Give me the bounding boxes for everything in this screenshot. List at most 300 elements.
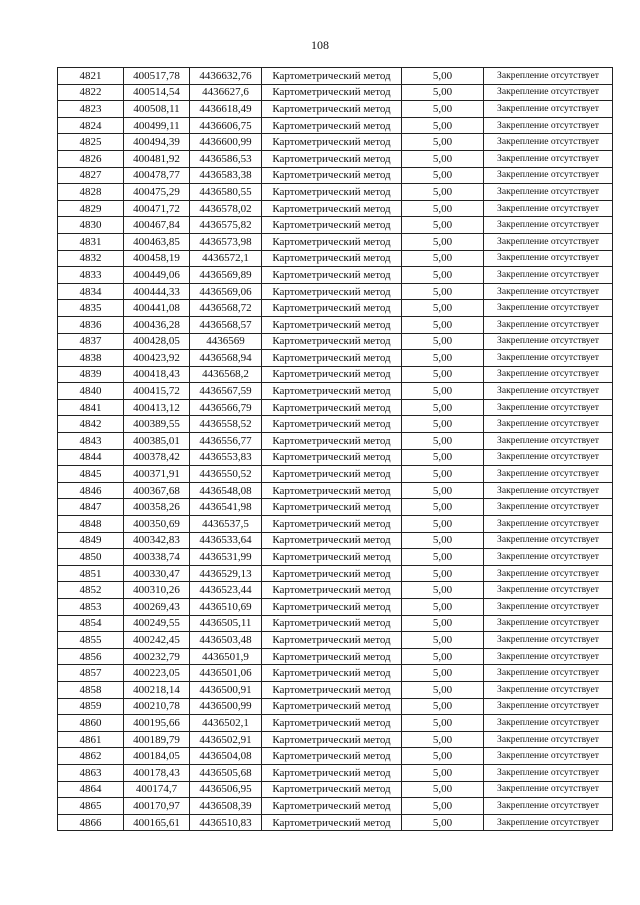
y-coordinate-cell: 4436553,83: [190, 449, 262, 466]
precision-cell: 5,00: [402, 184, 484, 201]
x-coordinate-cell: 400338,74: [124, 549, 190, 566]
fixation-cell: Закрепление отсутствует: [484, 233, 613, 250]
precision-cell: 5,00: [402, 68, 484, 85]
table-row: [58, 681, 613, 698]
precision-cell: 5,00: [402, 615, 484, 632]
y-coordinate-cell: 4436573,98: [190, 233, 262, 250]
y-coordinate-cell: 4436575,82: [190, 217, 262, 234]
precision-cell: 5,00: [402, 632, 484, 649]
method-cell: Картометрический метод: [262, 399, 402, 416]
point-number-cell: 4864: [58, 781, 124, 798]
precision-cell: 5,00: [402, 698, 484, 715]
y-coordinate-cell: 4436508,39: [190, 798, 262, 815]
x-coordinate-cell: 400514,54: [124, 84, 190, 101]
table-row: [58, 582, 613, 599]
fixation-cell: Закрепление отсутствует: [484, 383, 613, 400]
y-coordinate-cell: 4436500,99: [190, 698, 262, 715]
precision-cell: 5,00: [402, 300, 484, 317]
point-number-cell: 4840: [58, 383, 124, 400]
table-row: [58, 632, 613, 649]
fixation-cell: Закрепление отсутствует: [484, 283, 613, 300]
y-coordinate-cell: 4436550,52: [190, 466, 262, 483]
fixation-cell: Закрепление отсутствует: [484, 665, 613, 682]
precision-cell: 5,00: [402, 101, 484, 118]
table-row: [58, 150, 613, 167]
y-coordinate-cell: 4436618,49: [190, 101, 262, 118]
fixation-cell: Закрепление отсутствует: [484, 200, 613, 217]
point-number-cell: 4839: [58, 366, 124, 383]
y-coordinate-cell: 4436548,08: [190, 482, 262, 499]
point-number-cell: 4865: [58, 798, 124, 815]
y-coordinate-cell: 4436583,38: [190, 167, 262, 184]
y-coordinate-cell: 4436606,75: [190, 117, 262, 134]
fixation-cell: Закрепление отсутствует: [484, 316, 613, 333]
y-coordinate-cell: 4436556,77: [190, 433, 262, 450]
x-coordinate-cell: 400189,79: [124, 731, 190, 748]
table-row: [58, 565, 613, 582]
precision-cell: 5,00: [402, 333, 484, 350]
method-cell: Картометрический метод: [262, 632, 402, 649]
precision-cell: 5,00: [402, 715, 484, 732]
x-coordinate-cell: 400415,72: [124, 383, 190, 400]
precision-cell: 5,00: [402, 764, 484, 781]
point-number-cell: 4849: [58, 532, 124, 549]
point-number-cell: 4861: [58, 731, 124, 748]
precision-cell: 5,00: [402, 350, 484, 367]
method-cell: Картометрический метод: [262, 764, 402, 781]
point-number-cell: 4836: [58, 316, 124, 333]
y-coordinate-cell: 4436510,69: [190, 599, 262, 616]
fixation-cell: Закрепление отсутствует: [484, 267, 613, 284]
point-number-cell: 4844: [58, 449, 124, 466]
method-cell: Картометрический метод: [262, 449, 402, 466]
fixation-cell: Закрепление отсутствует: [484, 648, 613, 665]
fixation-cell: Закрепление отсутствует: [484, 217, 613, 234]
precision-cell: 5,00: [402, 449, 484, 466]
x-coordinate-cell: 400195,66: [124, 715, 190, 732]
x-coordinate-cell: 400458,19: [124, 250, 190, 267]
precision-cell: 5,00: [402, 84, 484, 101]
precision-cell: 5,00: [402, 366, 484, 383]
point-number-cell: 4866: [58, 814, 124, 831]
fixation-cell: Закрепление отсутствует: [484, 748, 613, 765]
y-coordinate-cell: 4436568,94: [190, 350, 262, 367]
x-coordinate-cell: 400178,43: [124, 764, 190, 781]
fixation-cell: Закрепление отсутствует: [484, 84, 613, 101]
x-coordinate-cell: 400242,45: [124, 632, 190, 649]
y-coordinate-cell: 4436505,68: [190, 764, 262, 781]
precision-cell: 5,00: [402, 383, 484, 400]
precision-cell: 5,00: [402, 532, 484, 549]
table-row: [58, 233, 613, 250]
precision-cell: 5,00: [402, 516, 484, 533]
x-coordinate-cell: 400418,43: [124, 366, 190, 383]
y-coordinate-cell: 4436578,02: [190, 200, 262, 217]
table-row: [58, 599, 613, 616]
precision-cell: 5,00: [402, 599, 484, 616]
point-number-cell: 4834: [58, 283, 124, 300]
x-coordinate-cell: 400330,47: [124, 565, 190, 582]
table-row: [58, 814, 613, 831]
precision-cell: 5,00: [402, 466, 484, 483]
fixation-cell: Закрепление отсутствует: [484, 333, 613, 350]
method-cell: Картометрический метод: [262, 798, 402, 815]
table-row: [58, 184, 613, 201]
x-coordinate-cell: 400269,43: [124, 599, 190, 616]
y-coordinate-cell: 4436632,76: [190, 68, 262, 85]
method-cell: Картометрический метод: [262, 117, 402, 134]
table-row: [58, 764, 613, 781]
table-row: [58, 366, 613, 383]
fixation-cell: Закрепление отсутствует: [484, 68, 613, 85]
fixation-cell: Закрепление отсутствует: [484, 250, 613, 267]
precision-cell: 5,00: [402, 648, 484, 665]
point-number-cell: 4846: [58, 482, 124, 499]
precision-cell: 5,00: [402, 798, 484, 815]
point-number-cell: 4845: [58, 466, 124, 483]
fixation-cell: Закрепление отсутствует: [484, 814, 613, 831]
fixation-cell: Закрепление отсутствует: [484, 167, 613, 184]
x-coordinate-cell: 400517,78: [124, 68, 190, 85]
table-row: [58, 698, 613, 715]
y-coordinate-cell: 4436627,6: [190, 84, 262, 101]
y-coordinate-cell: 4436529,13: [190, 565, 262, 582]
table-row: [58, 101, 613, 118]
precision-cell: 5,00: [402, 582, 484, 599]
fixation-cell: Закрепление отсутствует: [484, 433, 613, 450]
fixation-cell: Закрепление отсутствует: [484, 565, 613, 582]
x-coordinate-cell: 400232,79: [124, 648, 190, 665]
method-cell: Картометрический метод: [262, 167, 402, 184]
method-cell: Картометрический метод: [262, 134, 402, 151]
precision-cell: 5,00: [402, 217, 484, 234]
table-body: [58, 68, 613, 831]
precision-cell: 5,00: [402, 731, 484, 748]
y-coordinate-cell: 4436541,98: [190, 499, 262, 516]
table-row: [58, 350, 613, 367]
point-number-cell: 4822: [58, 84, 124, 101]
table-row: [58, 748, 613, 765]
point-number-cell: 4827: [58, 167, 124, 184]
x-coordinate-cell: 400218,14: [124, 681, 190, 698]
table-row: [58, 117, 613, 134]
point-number-cell: 4835: [58, 300, 124, 317]
point-number-cell: 4848: [58, 516, 124, 533]
table-row: [58, 781, 613, 798]
point-number-cell: 4824: [58, 117, 124, 134]
y-coordinate-cell: 4436523,44: [190, 582, 262, 599]
fixation-cell: Закрепление отсутствует: [484, 184, 613, 201]
y-coordinate-cell: 4436501,9: [190, 648, 262, 665]
precision-cell: 5,00: [402, 250, 484, 267]
y-coordinate-cell: 4436572,1: [190, 250, 262, 267]
x-coordinate-cell: 400428,05: [124, 333, 190, 350]
method-cell: Картометрический метод: [262, 781, 402, 798]
table-row: [58, 648, 613, 665]
precision-cell: 5,00: [402, 781, 484, 798]
point-number-cell: 4821: [58, 68, 124, 85]
precision-cell: 5,00: [402, 416, 484, 433]
point-number-cell: 4858: [58, 681, 124, 698]
table-row: [58, 466, 613, 483]
fixation-cell: Закрепление отсутствует: [484, 781, 613, 798]
precision-cell: 5,00: [402, 565, 484, 582]
x-coordinate-cell: 400367,68: [124, 482, 190, 499]
method-cell: Картометрический метод: [262, 283, 402, 300]
precision-cell: 5,00: [402, 200, 484, 217]
precision-cell: 5,00: [402, 433, 484, 450]
x-coordinate-cell: 400310,26: [124, 582, 190, 599]
x-coordinate-cell: 400471,72: [124, 200, 190, 217]
point-number-cell: 4829: [58, 200, 124, 217]
y-coordinate-cell: 4436580,55: [190, 184, 262, 201]
fixation-cell: Закрепление отсутствует: [484, 482, 613, 499]
table-row: [58, 516, 613, 533]
method-cell: Картометрический метод: [262, 499, 402, 516]
point-number-cell: 4854: [58, 615, 124, 632]
y-coordinate-cell: 4436586,53: [190, 150, 262, 167]
table-row: [58, 449, 613, 466]
method-cell: Картометрический метод: [262, 101, 402, 118]
table-row: [58, 665, 613, 682]
precision-cell: 5,00: [402, 482, 484, 499]
method-cell: Картометрический метод: [262, 665, 402, 682]
precision-cell: 5,00: [402, 399, 484, 416]
method-cell: Картометрический метод: [262, 200, 402, 217]
y-coordinate-cell: 4436533,64: [190, 532, 262, 549]
x-coordinate-cell: 400499,11: [124, 117, 190, 134]
table-row: [58, 715, 613, 732]
method-cell: Картометрический метод: [262, 731, 402, 748]
method-cell: Картометрический метод: [262, 482, 402, 499]
method-cell: Картометрический метод: [262, 466, 402, 483]
method-cell: Картометрический метод: [262, 217, 402, 234]
method-cell: Картометрический метод: [262, 698, 402, 715]
table-row: [58, 134, 613, 151]
y-coordinate-cell: 4436569,06: [190, 283, 262, 300]
method-cell: Картометрический метод: [262, 532, 402, 549]
fixation-cell: Закрепление отсутствует: [484, 117, 613, 134]
method-cell: Картометрический метод: [262, 350, 402, 367]
y-coordinate-cell: 4436510,83: [190, 814, 262, 831]
point-number-cell: 4856: [58, 648, 124, 665]
point-number-cell: 4862: [58, 748, 124, 765]
point-number-cell: 4832: [58, 250, 124, 267]
y-coordinate-cell: 4436503,48: [190, 632, 262, 649]
fixation-cell: Закрепление отсутствует: [484, 715, 613, 732]
precision-cell: 5,00: [402, 283, 484, 300]
x-coordinate-cell: 400184,05: [124, 748, 190, 765]
fixation-cell: Закрепление отсутствует: [484, 698, 613, 715]
method-cell: Картометрический метод: [262, 233, 402, 250]
point-number-cell: 4841: [58, 399, 124, 416]
x-coordinate-cell: 400210,78: [124, 698, 190, 715]
fixation-cell: Закрепление отсутствует: [484, 798, 613, 815]
table-row: [58, 250, 613, 267]
y-coordinate-cell: 4436558,52: [190, 416, 262, 433]
precision-cell: 5,00: [402, 681, 484, 698]
fixation-cell: Закрепление отсутствует: [484, 366, 613, 383]
precision-cell: 5,00: [402, 150, 484, 167]
point-number-cell: 4825: [58, 134, 124, 151]
y-coordinate-cell: 4436505,11: [190, 615, 262, 632]
y-coordinate-cell: 4436569: [190, 333, 262, 350]
table-row: [58, 283, 613, 300]
method-cell: Картометрический метод: [262, 316, 402, 333]
fixation-cell: Закрепление отсутствует: [484, 764, 613, 781]
y-coordinate-cell: 4436567,59: [190, 383, 262, 400]
method-cell: Картометрический метод: [262, 433, 402, 450]
x-coordinate-cell: 400463,85: [124, 233, 190, 250]
precision-cell: 5,00: [402, 233, 484, 250]
table-row: [58, 333, 613, 350]
y-coordinate-cell: 4436569,89: [190, 267, 262, 284]
point-number-cell: 4843: [58, 433, 124, 450]
x-coordinate-cell: 400413,12: [124, 399, 190, 416]
method-cell: Картометрический метод: [262, 599, 402, 616]
method-cell: Картометрический метод: [262, 383, 402, 400]
fixation-cell: Закрепление отсутствует: [484, 499, 613, 516]
table-row: [58, 549, 613, 566]
fixation-cell: Закрепление отсутствует: [484, 350, 613, 367]
method-cell: Картометрический метод: [262, 300, 402, 317]
table-row: [58, 167, 613, 184]
x-coordinate-cell: 400481,92: [124, 150, 190, 167]
point-number-cell: 4850: [58, 549, 124, 566]
fixation-cell: Закрепление отсутствует: [484, 466, 613, 483]
point-number-cell: 4847: [58, 499, 124, 516]
fixation-cell: Закрепление отсутствует: [484, 632, 613, 649]
table-row: [58, 499, 613, 516]
method-cell: Картометрический метод: [262, 549, 402, 566]
fixation-cell: Закрепление отсутствует: [484, 731, 613, 748]
x-coordinate-cell: 400385,01: [124, 433, 190, 450]
precision-cell: 5,00: [402, 134, 484, 151]
method-cell: Картометрический метод: [262, 184, 402, 201]
method-cell: Картометрический метод: [262, 681, 402, 698]
y-coordinate-cell: 4436568,72: [190, 300, 262, 317]
precision-cell: 5,00: [402, 267, 484, 284]
method-cell: Картометрический метод: [262, 84, 402, 101]
point-number-cell: 4826: [58, 150, 124, 167]
fixation-cell: Закрепление отсутствует: [484, 101, 613, 118]
fixation-cell: Закрепление отсутствует: [484, 416, 613, 433]
x-coordinate-cell: 400342,83: [124, 532, 190, 549]
precision-cell: 5,00: [402, 167, 484, 184]
method-cell: Картометрический метод: [262, 333, 402, 350]
table-row: [58, 200, 613, 217]
fixation-cell: Закрепление отсутствует: [484, 615, 613, 632]
table-row: [58, 532, 613, 549]
y-coordinate-cell: 4436568,2: [190, 366, 262, 383]
point-number-cell: 4828: [58, 184, 124, 201]
table-row: [58, 217, 613, 234]
precision-cell: 5,00: [402, 117, 484, 134]
method-cell: Картометрический метод: [262, 565, 402, 582]
x-coordinate-cell: 400165,61: [124, 814, 190, 831]
x-coordinate-cell: 400358,26: [124, 499, 190, 516]
y-coordinate-cell: 4436504,08: [190, 748, 262, 765]
x-coordinate-cell: 400174,7: [124, 781, 190, 798]
method-cell: Картометрический метод: [262, 267, 402, 284]
method-cell: Картометрический метод: [262, 416, 402, 433]
method-cell: Картометрический метод: [262, 582, 402, 599]
x-coordinate-cell: 400223,05: [124, 665, 190, 682]
method-cell: Картометрический метод: [262, 366, 402, 383]
fixation-cell: Закрепление отсутствует: [484, 549, 613, 566]
y-coordinate-cell: 4436537,5: [190, 516, 262, 533]
table-row: [58, 84, 613, 101]
x-coordinate-cell: 400249,55: [124, 615, 190, 632]
point-number-cell: 4823: [58, 101, 124, 118]
fixation-cell: Закрепление отсутствует: [484, 300, 613, 317]
y-coordinate-cell: 4436568,57: [190, 316, 262, 333]
fixation-cell: Закрепление отсутствует: [484, 399, 613, 416]
table-row: [58, 316, 613, 333]
table-row: [58, 416, 613, 433]
x-coordinate-cell: 400444,33: [124, 283, 190, 300]
coordinates-table: [57, 67, 613, 831]
precision-cell: 5,00: [402, 814, 484, 831]
x-coordinate-cell: 400423,92: [124, 350, 190, 367]
table-row: [58, 68, 613, 85]
point-number-cell: 4830: [58, 217, 124, 234]
y-coordinate-cell: 4436600,99: [190, 134, 262, 151]
table-row: [58, 798, 613, 815]
point-number-cell: 4859: [58, 698, 124, 715]
x-coordinate-cell: 400475,29: [124, 184, 190, 201]
y-coordinate-cell: 4436506,95: [190, 781, 262, 798]
table-row: [58, 433, 613, 450]
table-row: [58, 615, 613, 632]
y-coordinate-cell: 4436501,06: [190, 665, 262, 682]
point-number-cell: 4831: [58, 233, 124, 250]
fixation-cell: Закрепление отсутствует: [484, 681, 613, 698]
point-number-cell: 4863: [58, 764, 124, 781]
method-cell: Картометрический метод: [262, 715, 402, 732]
method-cell: Картометрический метод: [262, 250, 402, 267]
page-number: 108: [311, 38, 329, 52]
fixation-cell: Закрепление отсутствует: [484, 582, 613, 599]
x-coordinate-cell: 400441,08: [124, 300, 190, 317]
precision-cell: 5,00: [402, 549, 484, 566]
point-number-cell: 4853: [58, 599, 124, 616]
point-number-cell: 4838: [58, 350, 124, 367]
table-row: [58, 399, 613, 416]
y-coordinate-cell: 4436531,99: [190, 549, 262, 566]
point-number-cell: 4842: [58, 416, 124, 433]
precision-cell: 5,00: [402, 665, 484, 682]
method-cell: Картометрический метод: [262, 748, 402, 765]
table-row: [58, 731, 613, 748]
x-coordinate-cell: 400350,69: [124, 516, 190, 533]
point-number-cell: 4855: [58, 632, 124, 649]
fixation-cell: Закрепление отсутствует: [484, 516, 613, 533]
x-coordinate-cell: 400494,39: [124, 134, 190, 151]
x-coordinate-cell: 400508,11: [124, 101, 190, 118]
method-cell: Картометрический метод: [262, 615, 402, 632]
method-cell: Картометрический метод: [262, 516, 402, 533]
x-coordinate-cell: 400371,91: [124, 466, 190, 483]
point-number-cell: 4837: [58, 333, 124, 350]
y-coordinate-cell: 4436502,91: [190, 731, 262, 748]
table-row: [58, 267, 613, 284]
table-row: [58, 383, 613, 400]
precision-cell: 5,00: [402, 748, 484, 765]
y-coordinate-cell: 4436502,1: [190, 715, 262, 732]
method-cell: Картометрический метод: [262, 150, 402, 167]
x-coordinate-cell: 400170,97: [124, 798, 190, 815]
